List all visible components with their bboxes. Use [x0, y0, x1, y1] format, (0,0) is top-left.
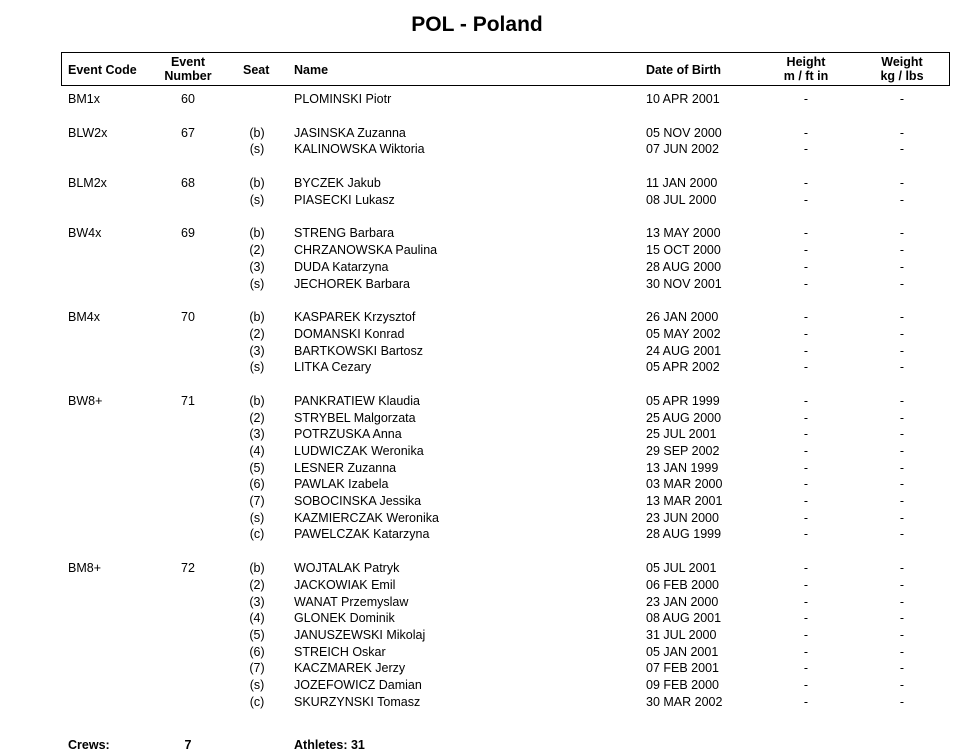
- athlete-name: JANUSZEWSKI Mikolaj: [294, 627, 426, 642]
- seat: (2): [249, 243, 265, 258]
- weight: -: [899, 360, 905, 375]
- seat: (b): [249, 561, 265, 576]
- date-of-birth: 08 AUG 2001: [646, 611, 722, 626]
- weight: -: [899, 594, 905, 609]
- athlete-name: PIASECKI Lukasz: [294, 192, 395, 207]
- seat: (4): [249, 444, 265, 458]
- height: -: [803, 243, 809, 258]
- seat: (b): [249, 125, 265, 140]
- weight: -: [899, 343, 905, 358]
- weight: -: [899, 142, 905, 157]
- header-weight-line1: Weight: [881, 55, 923, 69]
- date-of-birth: 05 JAN 2001: [646, 644, 719, 659]
- athlete-row: [0, 125, 954, 142]
- date-of-birth: 23 JUN 2000: [646, 510, 719, 525]
- seat: (c): [249, 694, 265, 709]
- athlete-row: [0, 476, 954, 493]
- date-of-birth: 29 SEP 2002: [646, 444, 720, 458]
- athlete-row: [0, 560, 954, 577]
- weight: -: [899, 226, 905, 241]
- athlete-name: JACKOWIAK Emil: [294, 577, 396, 592]
- seat: (2): [249, 577, 265, 592]
- date-of-birth: 13 JAN 1999: [646, 460, 719, 475]
- weight: -: [899, 92, 905, 106]
- date-of-birth: 13 MAR 2001: [646, 494, 723, 509]
- seat: (b): [249, 176, 265, 191]
- page-title: POL - Poland: [411, 13, 543, 36]
- height: -: [803, 343, 809, 358]
- height: -: [803, 360, 809, 375]
- weight: -: [899, 125, 905, 140]
- seat: (7): [249, 494, 265, 509]
- height: -: [803, 677, 809, 692]
- athlete-row: [0, 410, 954, 427]
- athlete-name: PLOMINSKI Piotr: [294, 92, 392, 106]
- seat: (3): [249, 343, 265, 358]
- height: -: [803, 477, 809, 492]
- height: -: [803, 427, 809, 442]
- crew-group: [0, 225, 954, 292]
- date-of-birth: 13 MAY 2000: [646, 226, 721, 241]
- date-of-birth: 30 NOV 2001: [646, 276, 722, 291]
- header-weight-line2: kg / lbs: [880, 69, 924, 83]
- athlete-name: KACZMAREK Jerzy: [294, 661, 406, 676]
- athlete-name: SOBOCINSKA Jessika: [294, 494, 422, 509]
- height: -: [803, 176, 809, 191]
- athlete-name: CHRZANOWSKA Paulina: [294, 243, 438, 258]
- height: -: [803, 644, 809, 659]
- seat: (b): [249, 310, 265, 325]
- height: -: [803, 694, 809, 709]
- weight: -: [899, 694, 905, 709]
- event-code: BW8+: [68, 393, 103, 408]
- athlete-name: JECHOREK Barbara: [294, 276, 411, 291]
- athlete-row: [0, 493, 954, 510]
- seat: (5): [249, 460, 265, 475]
- weight: -: [899, 427, 905, 442]
- event-number: 72: [181, 561, 195, 576]
- athlete-row: [0, 326, 954, 343]
- weight: -: [899, 477, 905, 492]
- header-height: [766, 55, 846, 83]
- height: -: [803, 393, 809, 408]
- athlete-name: KAZMIERCZAK Weronika: [294, 510, 439, 525]
- date-of-birth: 24 AUG 2001: [646, 343, 722, 358]
- athlete-row: [0, 577, 954, 594]
- crew-group: [0, 125, 954, 158]
- date-of-birth: 31 JUL 2000: [646, 627, 717, 642]
- athlete-name: BYCZEK Jakub: [294, 176, 381, 191]
- athlete-row: [0, 309, 954, 326]
- date-of-birth: 05 MAY 2002: [646, 326, 721, 341]
- date-of-birth: 05 APR 2002: [646, 360, 720, 375]
- athletes-count: Athletes: 31: [294, 738, 365, 752]
- athlete-name: POTRZUSKA Anna: [294, 427, 402, 442]
- athlete-name: WOJTALAK Patryk: [294, 561, 400, 576]
- crew-group: [0, 393, 954, 543]
- weight: -: [899, 192, 905, 207]
- seat: (2): [249, 326, 265, 341]
- header-event-number: [158, 55, 218, 83]
- event-code: BM1x: [68, 92, 100, 106]
- crews-count: 7: [184, 738, 192, 752]
- height: -: [803, 410, 809, 425]
- height: -: [803, 611, 809, 626]
- weight: -: [899, 310, 905, 325]
- header-height-line2: m / ft in: [783, 69, 829, 83]
- weight: -: [899, 410, 905, 425]
- height: -: [803, 460, 809, 475]
- table-header: [61, 52, 950, 86]
- height: -: [803, 627, 809, 642]
- height: -: [803, 561, 809, 576]
- athlete-name: BARTKOWSKI Bartosz: [294, 343, 423, 358]
- date-of-birth: 03 MAR 2000: [646, 477, 723, 492]
- height: -: [803, 510, 809, 525]
- height: -: [803, 494, 809, 509]
- seat: (6): [249, 644, 265, 659]
- height: -: [803, 192, 809, 207]
- header-height-line1: Height: [786, 55, 826, 69]
- date-of-birth: 30 MAR 2002: [646, 694, 723, 709]
- event-number: 70: [181, 310, 195, 325]
- height: -: [803, 527, 809, 542]
- athlete-row: [0, 276, 954, 293]
- athlete-row: [0, 627, 954, 644]
- athlete-row: [0, 225, 954, 242]
- athlete-row: [0, 443, 954, 460]
- weight: -: [899, 677, 905, 692]
- athlete-name: PAWLAK Izabela: [294, 477, 389, 492]
- athlete-row: [0, 359, 954, 376]
- header-name: Name: [294, 63, 329, 77]
- date-of-birth: 06 FEB 2000: [646, 577, 719, 592]
- event-number: 68: [181, 176, 195, 191]
- athlete-row: [0, 141, 954, 158]
- date-of-birth: 28 AUG 1999: [646, 527, 722, 542]
- event-code: BM8+: [68, 561, 102, 576]
- date-of-birth: 10 APR 2001: [646, 92, 720, 106]
- athlete-name: DOMANSKI Konrad: [294, 326, 405, 341]
- weight: -: [899, 627, 905, 642]
- athlete-name: WANAT Przemyslaw: [294, 594, 409, 609]
- weight: -: [899, 444, 905, 458]
- height: -: [803, 444, 809, 458]
- seat: (7): [249, 661, 265, 676]
- event-code: BLW2x: [68, 125, 108, 140]
- seat: (4): [249, 611, 265, 626]
- height: -: [803, 310, 809, 325]
- date-of-birth: 07 JUN 2002: [646, 142, 719, 157]
- seat: (s): [249, 142, 265, 157]
- date-of-birth: 11 JAN 2000: [646, 176, 718, 191]
- athlete-name: JASINSKA Zuzanna: [294, 125, 406, 140]
- weight: -: [899, 661, 905, 676]
- header-event-code: Event Code: [68, 63, 137, 77]
- athlete-name: LUDWICZAK Weronika: [294, 444, 424, 458]
- date-of-birth: 23 JAN 2000: [646, 594, 719, 609]
- height: -: [803, 661, 809, 676]
- height: -: [803, 594, 809, 609]
- athlete-row: [0, 192, 954, 209]
- athlete-name: KALINOWSKA Wiktoria: [294, 142, 425, 157]
- header-event-number-line1: Event: [170, 55, 206, 69]
- date-of-birth: 28 AUG 2000: [646, 259, 722, 274]
- weight: -: [899, 494, 905, 509]
- height: -: [803, 276, 809, 291]
- athlete-row: [0, 660, 954, 677]
- crew-group: [0, 91, 954, 108]
- athlete-name: LITKA Cezary: [294, 360, 372, 375]
- height: -: [803, 259, 809, 274]
- seat: (3): [249, 427, 265, 442]
- height: -: [803, 125, 809, 140]
- header-seat: Seat: [243, 63, 270, 77]
- athlete-name: STRENG Barbara: [294, 226, 395, 241]
- athlete-row: [0, 460, 954, 477]
- date-of-birth: 09 FEB 2000: [646, 677, 719, 692]
- date-of-birth: 05 NOV 2000: [646, 125, 722, 140]
- date-of-birth: 15 OCT 2000: [646, 243, 721, 258]
- header-dob: Date of Birth: [646, 63, 721, 77]
- crew-group: [0, 309, 954, 376]
- athlete-row: [0, 694, 954, 711]
- weight: -: [899, 561, 905, 576]
- date-of-birth: 07 FEB 2001: [646, 661, 719, 676]
- crew-group: [0, 175, 954, 208]
- seat: (s): [249, 276, 265, 291]
- athlete-row: [0, 510, 954, 527]
- crews-label: Crews:: [68, 738, 110, 752]
- seat: (6): [249, 477, 265, 492]
- athlete-row: [0, 594, 954, 611]
- date-of-birth: 26 JAN 2000: [646, 310, 719, 325]
- athlete-row: [0, 175, 954, 192]
- athlete-row: [0, 343, 954, 360]
- header-event-number-line2: Number: [164, 69, 212, 83]
- height: -: [803, 226, 809, 241]
- athlete-row: [0, 677, 954, 694]
- seat: (s): [249, 677, 265, 692]
- athlete-name: DUDA Katarzyna: [294, 259, 389, 274]
- header-weight: [862, 55, 942, 83]
- athlete-name: LESNER Zuzanna: [294, 460, 397, 475]
- date-of-birth: 25 JUL 2001: [646, 427, 717, 442]
- seat: (5): [249, 627, 265, 642]
- weight: -: [899, 644, 905, 659]
- seat: (s): [249, 360, 265, 375]
- height: -: [803, 577, 809, 592]
- athlete-name: KASPAREK Krzysztof: [294, 310, 416, 325]
- athlete-name: JOZEFOWICZ Damian: [294, 677, 422, 692]
- weight: -: [899, 326, 905, 341]
- seat: (s): [249, 192, 265, 207]
- athlete-name: PAWELCZAK Katarzyna: [294, 527, 430, 542]
- athlete-row: [0, 610, 954, 627]
- weight: -: [899, 577, 905, 592]
- athlete-row: [0, 426, 954, 443]
- event-number: 71: [181, 393, 195, 408]
- event-code: BM4x: [68, 310, 100, 325]
- date-of-birth: 05 JUL 2001: [646, 561, 717, 576]
- height: -: [803, 142, 809, 157]
- seat: (3): [249, 259, 265, 274]
- athlete-row: [0, 526, 954, 543]
- event-number: 69: [181, 226, 195, 241]
- event-number: 60: [181, 92, 195, 106]
- athlete-row: [0, 644, 954, 661]
- seat: (b): [249, 393, 265, 408]
- athlete-name: SKURZYNSKI Tomasz: [294, 694, 421, 709]
- date-of-birth: 08 JUL 2000: [646, 192, 717, 207]
- athlete-name: PANKRATIEW Klaudia: [294, 393, 420, 408]
- crew-list: [0, 91, 954, 727]
- athlete-row: [0, 242, 954, 259]
- seat: (3): [249, 594, 265, 609]
- athlete-name: STRYBEL Malgorzata: [294, 410, 416, 425]
- athlete-row: [0, 91, 954, 108]
- weight: -: [899, 276, 905, 291]
- summary-footer: [0, 737, 954, 753]
- seat: (2): [249, 410, 265, 425]
- athlete-name: STREICH Oskar: [294, 644, 386, 659]
- height: -: [803, 326, 809, 341]
- event-number: 67: [181, 125, 195, 140]
- athlete-row: [0, 393, 954, 410]
- date-of-birth: 05 APR 1999: [646, 393, 720, 408]
- weight: -: [899, 510, 905, 525]
- seat: (c): [249, 527, 265, 542]
- weight: -: [899, 393, 905, 408]
- seat: (b): [249, 226, 265, 241]
- event-code: BW4x: [68, 226, 102, 241]
- date-of-birth: 25 AUG 2000: [646, 410, 722, 425]
- weight: -: [899, 176, 905, 191]
- weight: -: [899, 460, 905, 475]
- crew-group: [0, 560, 954, 710]
- weight: -: [899, 611, 905, 626]
- height: -: [803, 92, 809, 106]
- athlete-row: [0, 259, 954, 276]
- seat: (s): [249, 510, 265, 525]
- event-code: BLM2x: [68, 176, 107, 191]
- weight: -: [899, 527, 905, 542]
- weight: -: [899, 243, 905, 258]
- athlete-name: GLONEK Dominik: [294, 611, 395, 626]
- weight: -: [899, 259, 905, 274]
